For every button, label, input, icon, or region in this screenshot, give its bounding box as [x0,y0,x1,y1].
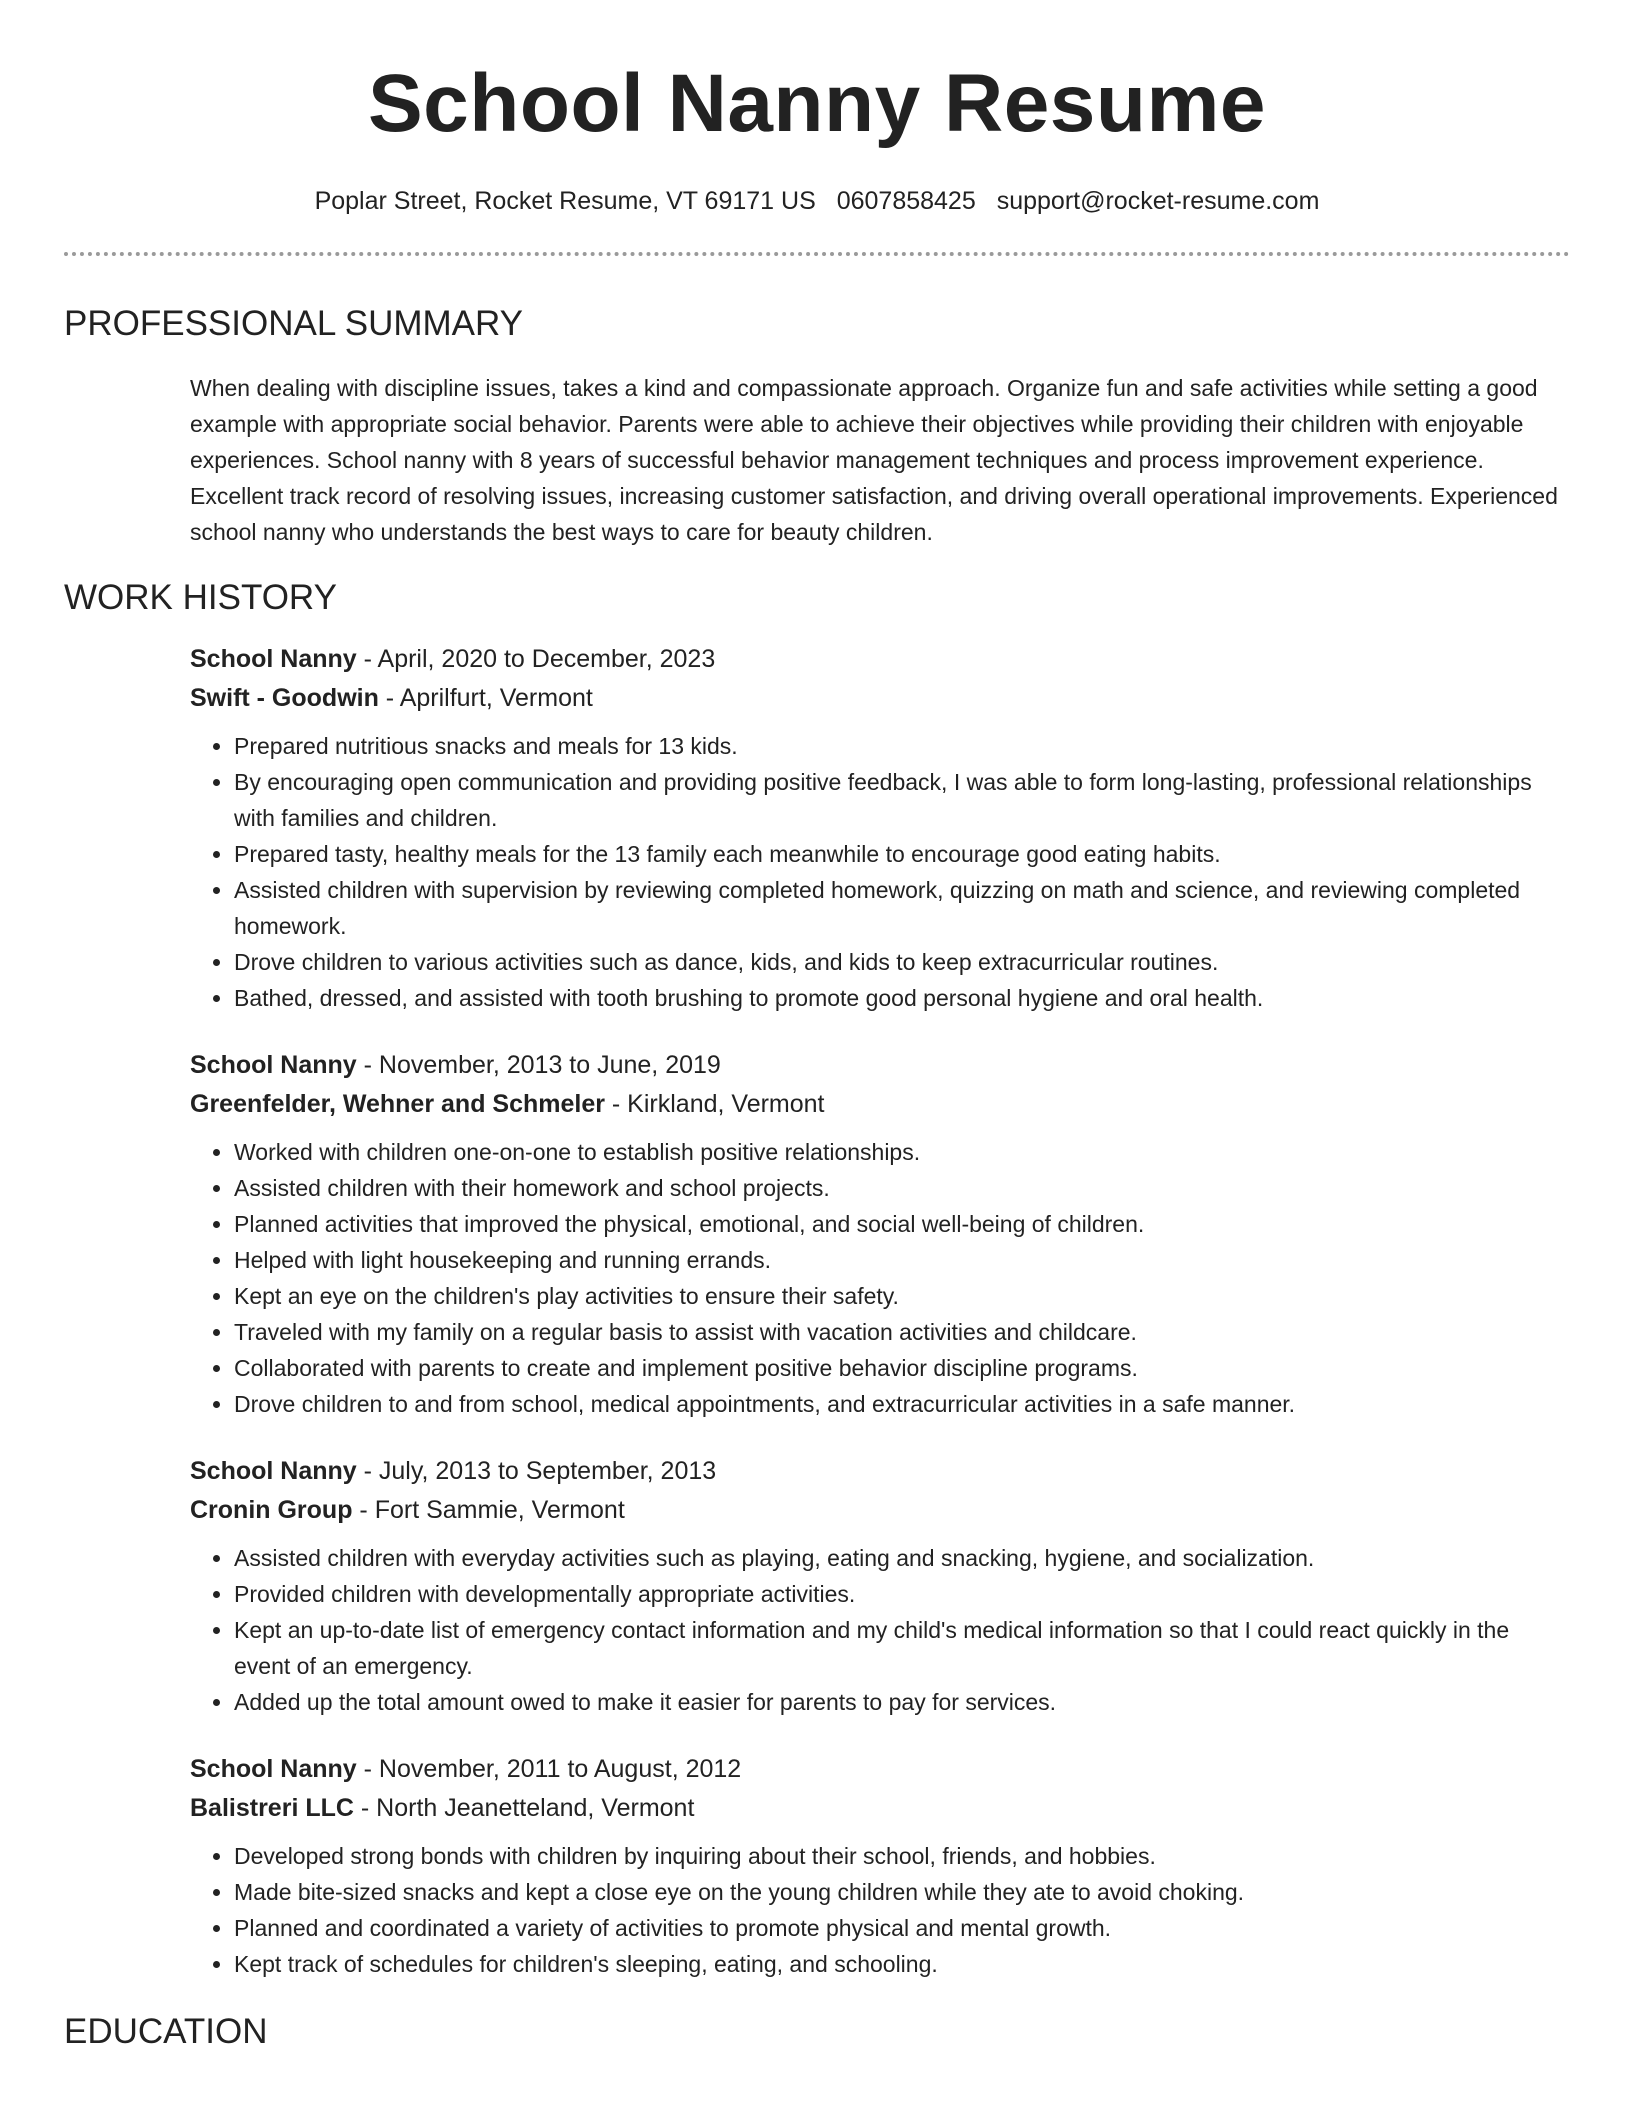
contact-email: support@rocket-resume.com [996,187,1320,215]
job-bullet: • Assisted children with everyday activities such as playing, eating and snacking, hygiene, and socialization. [234,1540,1570,1576]
job-dates: - November, 2011 to August, 2012 [356,1755,742,1783]
job-bullet: • Collaborated with parents to create and implement positive behavior discipline programs. [234,1350,1570,1386]
job-bullet: • Assisted children with supervision by reviewing completed homework, quizzing on math and science, and reviewing completed homework. [234,872,1570,944]
job-dates: - April, 2020 to December, 2023 [356,645,716,673]
job-title-line [190,1452,1570,1491]
header-divider [64,252,1570,256]
job-entry [190,1750,1570,1982]
job-bullet: • Helped with light housekeeping and running errands. [234,1242,1570,1278]
job-bullets [190,1134,1570,1422]
job-role: School Nanny [190,645,357,673]
job-bullet: • Planned activities that improved the physical, emotional, and social well-being of children. [234,1206,1570,1242]
job-company-line [190,679,1570,718]
resume-page [64,0,1570,2054]
job-bullet: • Provided children with developmentally appropriate activities. [234,1576,1570,1612]
contact-phone: 0607858425 [836,187,976,215]
job-bullet: • Assisted children with their homework and school projects. [234,1170,1570,1206]
job-bullet: • Added up the total amount owed to make it easier for parents to pay for services. [234,1684,1570,1720]
job-bullet: • Traveled with my family on a regular basis to assist with vacation activities and childcare. [234,1314,1570,1350]
section-title-education: EDUCATION [64,2012,268,2051]
job-bullet: • Developed strong bonds with children by inquiring about their school, friends, and hobbies. [234,1838,1570,1874]
job-bullets [190,1540,1570,1720]
job-bullet: • Drove children to and from school, medical appointments, and extracurricular activities in a safe manner. [234,1386,1570,1422]
job-entry [190,1046,1570,1422]
job-dates: - July, 2013 to September, 2013 [356,1457,717,1485]
job-bullets [190,728,1570,1016]
job-company-line [190,1491,1570,1530]
job-title-line [190,640,1570,679]
job-title-line [190,1046,1570,1085]
job-entry [190,640,1570,1016]
contact-line [64,184,1570,218]
job-bullets [190,1838,1570,1982]
job-role: School Nanny [190,1457,357,1485]
job-location: - North Jeanetteland, Vermont [353,1794,695,1822]
job-bullet: • Kept an up-to-date list of emergency contact information and my child's medical information so that I could react quickly in the event of an emergency. [234,1612,1570,1684]
job-bullet: • Prepared tasty, healthy meals for the 13 family each meanwhile to encourage good eating habits. [234,836,1570,872]
job-role: School Nanny [190,1051,357,1079]
summary-text: When dealing with discipline issues, takes a kind and compassionate approach. Organize fun and safe activities while setting a good example with appropriate social behavior. Parents were able to achieve their objectives while providing their children with enjoyable experiences. School nanny with 8 years of successful behavior management techniques and process improvement experience. Excellent track record of resolving issues, increasing customer satisfaction, and driving overall operational improvements. Experienced school nanny who understands the best ways to care for beauty children. [190,375,1558,545]
job-entry [190,1452,1570,1720]
job-company: Greenfelder, Wehner and Schmeler [190,1090,605,1118]
job-bullet: • Kept an eye on the children's play activities to ensure their safety. [234,1278,1570,1314]
resume-name: School Nanny Resume [367,58,1267,149]
section-title-work-history: WORK HISTORY [64,578,337,617]
section-title-summary: PROFESSIONAL SUMMARY [64,304,523,343]
job-company-line [190,1085,1570,1124]
job-title-line [190,1750,1570,1789]
job-bullet: • Kept track of schedules for children's sleeping, eating, and schooling. [234,1946,1570,1982]
job-bullet: • Made bite-sized snacks and kept a close eye on the young children while they ate to avoid choking. [234,1874,1570,1910]
job-bullet: • Prepared nutritious snacks and meals for 13 kids. [234,728,1570,764]
job-bullet: • Drove children to various activities such as dance, kids, and kids to keep extracurricular routines. [234,944,1570,980]
job-location: - Aprilfurt, Vermont [378,684,593,712]
job-bullet: • Planned and coordinated a variety of activities to promote physical and mental growth. [234,1910,1570,1946]
job-location: - Fort Sammie, Vermont [352,1496,625,1524]
job-role: School Nanny [190,1755,357,1783]
job-company: Balistreri LLC [190,1794,354,1822]
job-bullet: • By encouraging open communication and providing positive feedback, I was able to form long-lasting, professional relationships with families and children. [234,764,1570,836]
job-company: Cronin Group [190,1496,353,1524]
job-bullet: • Worked with children one-on-one to establish positive relationships. [234,1134,1570,1170]
job-location: - Kirkland, Vermont [604,1090,825,1118]
job-dates: - November, 2013 to June, 2019 [356,1051,721,1079]
job-bullet: • Bathed, dressed, and assisted with tooth brushing to promote good personal hygiene and oral health. [234,980,1570,1016]
job-company: Swift - Goodwin [190,684,379,712]
contact-address: Poplar Street, Rocket Resume, VT 69171 US [314,187,816,215]
job-company-line [190,1789,1570,1828]
